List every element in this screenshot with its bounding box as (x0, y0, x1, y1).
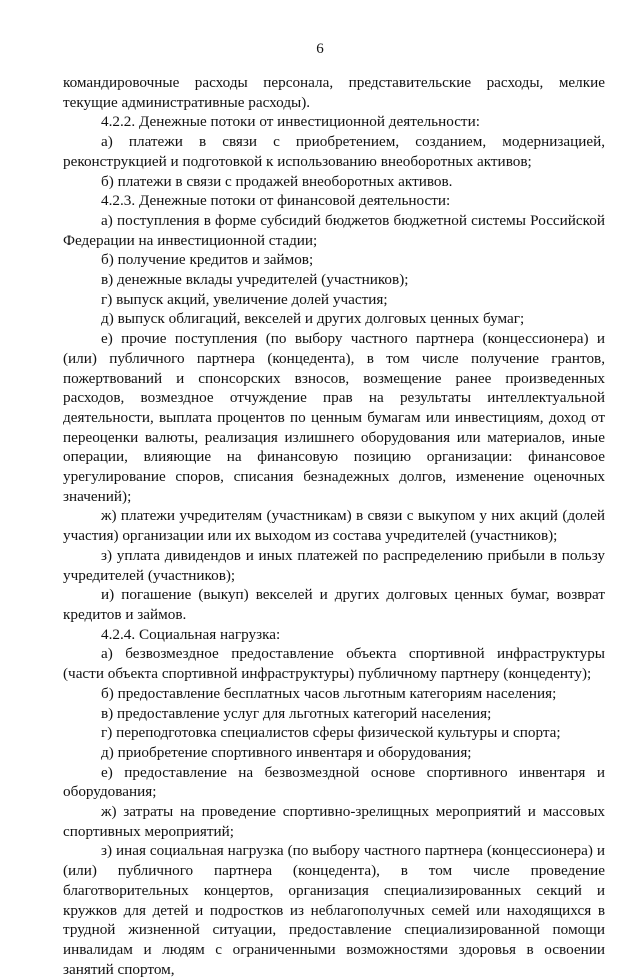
paragraph: з) иная социальная нагрузка (по выбору частного партнера (концессионера) и (или) публичного партнера (концедента), в том числе проведение благотворительных концертов, организация специализированных секций и кружков для детей и подростков из неблагополучных семей или находящихся в трудной жизненной ситуации, предоставление специализированной помощи инвалидам и людям с ограниченными возможностями здоровья в освоении занятий спортом, (63, 842, 605, 978)
paragraph: е) предоставление на безвозмездной основе спортивного инвентаря и оборудования; (63, 763, 605, 801)
paragraph: д) приобретение спортивного инвентаря и оборудования; (101, 743, 472, 761)
paragraph: 4.2.2. Денежные потоки от инвестиционной деятельности: (101, 113, 480, 131)
paragraph: а) поступления в форме субсидий бюджетов бюджетной системы Российской Федерации на инвестиционной стадии; (63, 211, 605, 249)
paragraph: г) выпуск акций, увеличение долей участия; (101, 290, 388, 308)
paragraph: а) безвозмездное предоставление объекта спортивной инфраструктуры (части объекта спортивной инфраструктуры) публичному партнеру (концеденту); (63, 645, 605, 683)
paragraph: б) платежи в связи с продажей внеоборотных активов. (101, 172, 453, 190)
paragraph: б) предоставление бесплатных часов льготным категориям населения; (101, 684, 557, 702)
paragraph: г) переподготовка специалистов сферы физической культуры и спорта; (101, 724, 561, 742)
paragraph: в) предоставление услуг для льготных категорий населения; (101, 704, 492, 722)
paragraph: в) денежные вклады учредителей (участников); (101, 271, 409, 289)
page-number: 6 (316, 41, 324, 57)
paragraph: командировочные расходы персонала, представительские расходы, мелкие текущие административные расходы). (63, 74, 605, 111)
paragraph: а) платежи в связи с приобретением, созданием, модернизацией, реконструкцией и подготовкой к использованию внеоборотных активов; (63, 133, 605, 170)
paragraph: 4.2.3. Денежные потоки от финансовой деятельности: (101, 192, 451, 210)
paragraph: е) прочие поступления (по выбору частного партнера (концессионера) и (или) публичного партнера (концедента), в том числе получение грантов, пожертвований и спонсорских взносов, возмещение ранее произведенных расходов, возмездное отчуждение прав на результаты интеллектуальной деятельности, выплата процентов по ценным бумагам или инвестициям, доход от переоценки валюты, реализация излишнего оборудования или материалов, иные операции, влияющие на финансовую позицию организации: финансовое урегулирование споров, списания безнадежных долгов, изменение оценочных значений); (63, 330, 605, 505)
paragraph: з) уплата дивидендов и иных платежей по распределению прибыли в пользу учредителей (участников); (63, 546, 605, 584)
paragraph: ж) платежи учредителям (участникам) в связи с выкупом у них акций (долей участия) организации или их выходом из состава учредителей (участников); (63, 507, 605, 545)
document-body (63, 73, 605, 979)
paragraph: д) выпуск облигаций, векселей и других долговых ценных бумаг; (101, 310, 525, 328)
paragraph: 4.2.4. Социальная нагрузка: (101, 625, 281, 643)
paragraph: б) получение кредитов и займов; (101, 251, 314, 269)
paragraph: и) погашение (выкуп) векселей и других долговых ценных бумаг, возврат кредитов и займов. (63, 586, 605, 623)
paragraph: ж) затраты на проведение спортивно-зрелищных мероприятий и массовых спортивных мероприятий; (63, 803, 605, 840)
